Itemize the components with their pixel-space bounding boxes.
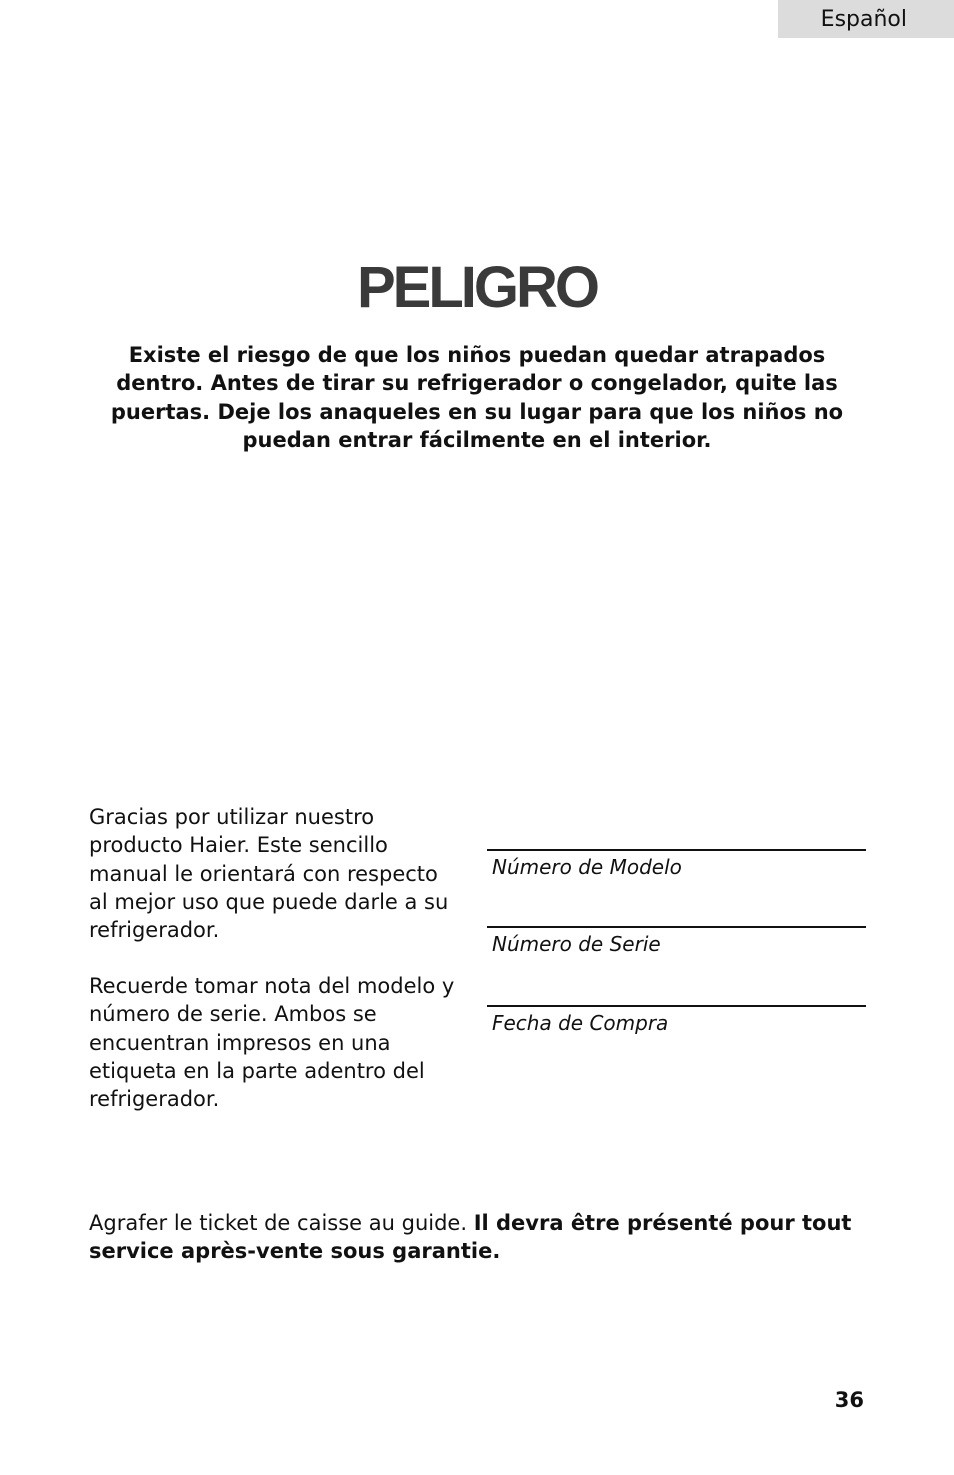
serial-number-field (487, 926, 866, 957)
receipt-note (89, 1209, 869, 1266)
danger-warning-text: Existe el riesgo de que los niños puedan quedar atrapados dentro. Antes de tirar su refrigerador o congelador, quite las puertas. Deje los anaqueles en su lugar para que los niños no puedan entrar fácilmente en el interior. (110, 343, 844, 452)
intro-text-2: Recuerde tomar nota del modelo y número de serie. Ambos se encuentran impresos en una etiqueta en la parte adentro del refrigerador. (89, 974, 455, 1112)
receipt-note-normal: Agrafer le ticket de caisse au guide. (89, 1211, 474, 1235)
language-tab: Español (778, 0, 954, 38)
purchase-date-field (487, 1005, 866, 1036)
intro-paragraph-thanks (89, 803, 459, 944)
model-number-label: Número de Modelo (492, 855, 682, 879)
model-number-field (487, 849, 866, 880)
receipt-note-bold: Il devra être présenté pour tout service après-vente sous garantie. (89, 1211, 852, 1264)
purchase-date-label: Fecha de Compra (492, 1011, 669, 1035)
serial-number-label: Número de Serie (492, 932, 661, 956)
page-title: PELIGRO (356, 255, 598, 320)
page-number: 36 (834, 1388, 864, 1412)
intro-paragraph-record (89, 972, 459, 1113)
intro-text-1: Gracias por utilizar nuestro producto Haier. Este sencillo manual le orientará con respecto al mejor uso que puede darle a su refrigerador. (89, 805, 449, 943)
